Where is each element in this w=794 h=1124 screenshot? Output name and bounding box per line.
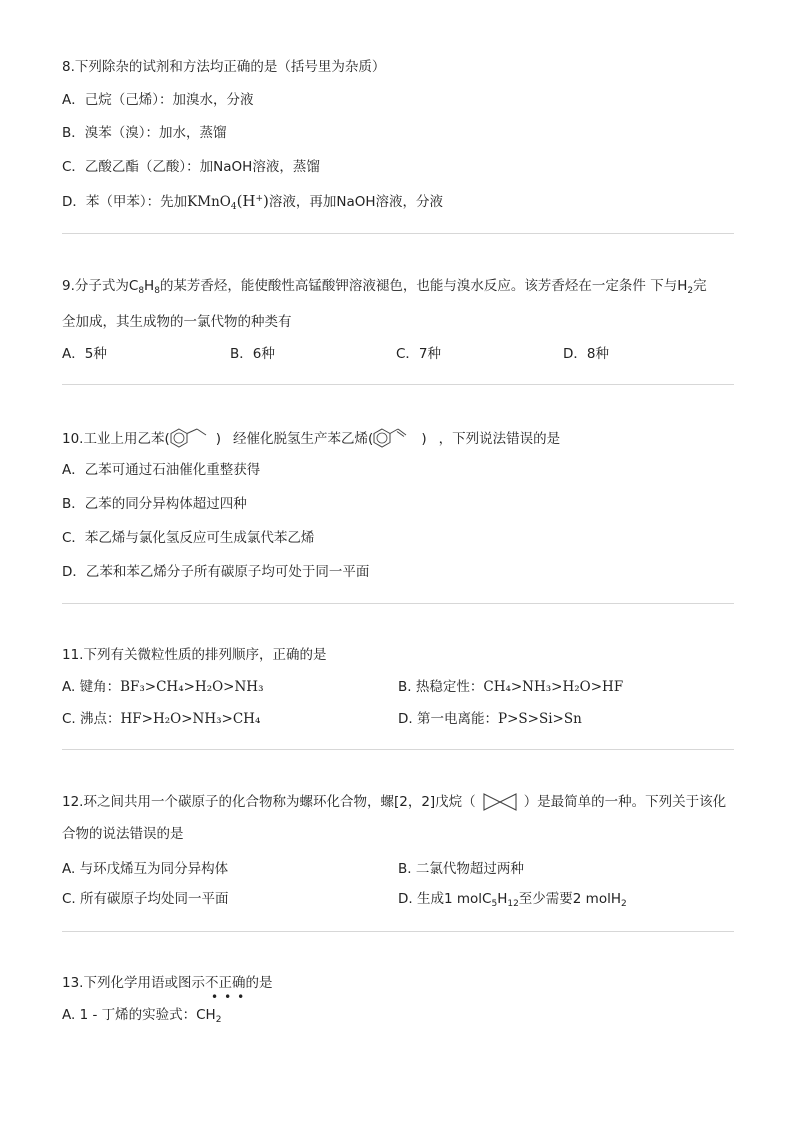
question-10-option-c: C．苯乙烯与氯化氢反应可生成氯代苯乙烯 <box>62 530 315 546</box>
separator <box>62 603 734 604</box>
question-8-option-d <box>62 192 443 211</box>
question-11-option-a <box>62 678 264 696</box>
formula-kmno: KMnO <box>187 194 231 210</box>
subscript: 2 <box>215 1015 222 1025</box>
question-12-stem <box>62 792 726 812</box>
question-13-stem: 13.下列化学用语或图示不正确的是 <box>62 975 273 991</box>
question-12-stem-line-2: 合物的说法错误的是 <box>62 826 184 842</box>
option-d-prefix: D．苯（甲苯）：先加 <box>62 194 188 210</box>
stem-text: 9.分子式为C <box>62 278 139 294</box>
question-10-option-b: B．乙苯的同分异构体超过四种 <box>62 496 247 512</box>
question-11-option-d <box>398 710 582 728</box>
stem-text: 10.工业上用乙苯 <box>62 431 165 447</box>
option-formula: BF₃>CH₄>H₂O>NH₃ <box>120 679 264 695</box>
option-label: C. 沸点： <box>62 711 121 727</box>
question-9-option-b: B．6种 <box>230 346 275 362</box>
styrene-structure-icon <box>373 427 421 451</box>
molecule-paren: ) <box>215 431 222 447</box>
subscript: 5 <box>491 899 498 909</box>
question-11-option-c <box>62 710 260 728</box>
question-11-option-b <box>398 678 623 696</box>
ethylbenzene-structure-icon <box>170 427 216 451</box>
stem-text: 12.环之间共用一个碳原子的化合物称为螺环化合物，螺[2，2]戊烷（ <box>62 794 476 810</box>
question-12-option-b: B. 二氯代物超过两种 <box>398 861 524 877</box>
option-text: H <box>497 891 508 907</box>
formula-subscript: 4 <box>230 202 237 212</box>
emphasis-dots: ••• <box>211 990 251 1004</box>
separator <box>62 384 734 385</box>
option-text: A. 1 - 丁烯的实验式：CH <box>62 1007 216 1023</box>
stem-text: ，下列说法错误的是 <box>438 431 561 447</box>
option-formula: P>S>Si>Sn <box>497 711 582 727</box>
formula-close-paren: ) <box>263 192 269 210</box>
option-text: D. 生成1 molC <box>398 891 492 907</box>
question-13-option-a <box>62 1006 221 1024</box>
question-9-stem <box>62 277 707 295</box>
question-9-option-c: C．7种 <box>396 346 442 362</box>
question-8-option-a: A．己烷（己烯）：加溴水，分液 <box>62 92 254 108</box>
question-10-option-d: D．乙苯和苯乙烯分子所有碳原子均可处于同一平面 <box>62 564 370 580</box>
molecule-paren: ( <box>164 431 170 447</box>
question-9-stem-line-2: 全加成，其生成物的一氯代物的种类有 <box>62 314 292 330</box>
question-12-option-a: A. 与环戊烯互为同分异构体 <box>62 861 229 877</box>
subscript: 2 <box>621 899 627 909</box>
molecule-paren: ( <box>368 431 374 447</box>
question-8-option-c: C．乙酸乙酯（乙酸）：加NaOH溶液，蒸馏 <box>62 159 320 175</box>
question-12-option-c: C. 所有碳原子均处同一平面 <box>62 891 229 907</box>
kmno4-formula <box>187 194 269 210</box>
question-10-option-a: A．乙苯可通过石油催化重整获得 <box>62 462 261 478</box>
option-d-suffix: 溶液，再加NaOH溶液，分液 <box>268 194 444 210</box>
option-formula: CH₄>NH₃>H₂O>HF <box>483 679 624 695</box>
question-9-option-d: D．8种 <box>563 346 609 362</box>
question-8-option-b: B．溴苯（溴）：加水，蒸馏 <box>62 125 227 141</box>
separator <box>62 749 734 750</box>
subscript: 8 <box>138 286 145 296</box>
option-label: A. 键角： <box>62 679 121 695</box>
formula-superscript: + <box>255 194 264 204</box>
formula-h-paren: (H <box>236 192 256 210</box>
stem-text: 经催化脱氢生产苯乙烯 <box>233 431 369 447</box>
question-8-stem: 8.下列除杂的试剂和方法均正确的是（括号里为杂质） <box>62 59 386 75</box>
question-12-option-d <box>398 890 627 908</box>
molecule-paren: ) <box>421 431 427 447</box>
option-formula: HF>H₂O>NH₃>CH₄ <box>120 711 261 727</box>
subscript: 12 <box>507 899 519 909</box>
stem-text: H <box>144 278 155 294</box>
stem-text: 完 <box>693 278 707 294</box>
spiropentane-structure-icon <box>482 792 518 812</box>
option-label: D. 第一电离能： <box>398 711 498 727</box>
option-label: B. 热稳定性： <box>398 679 484 695</box>
stem-text: ）是最简单的一种。下列关于该化 <box>523 794 727 810</box>
question-10-stem <box>62 427 560 451</box>
question-11-stem: 11.下列有关微粒性质的排列顺序，正确的是 <box>62 647 327 663</box>
separator <box>62 233 734 234</box>
subscript: 2 <box>687 286 694 296</box>
stem-text: 的某芳香烃，能使酸性高锰酸钾溶液褪色，也能与溴水反应。该芳香烃在一定条件 下与H <box>159 278 688 294</box>
separator <box>62 931 734 932</box>
option-text: 至少需要2 molH <box>518 891 621 907</box>
question-9-option-a: A．5种 <box>62 346 107 362</box>
subscript: 8 <box>154 286 160 296</box>
